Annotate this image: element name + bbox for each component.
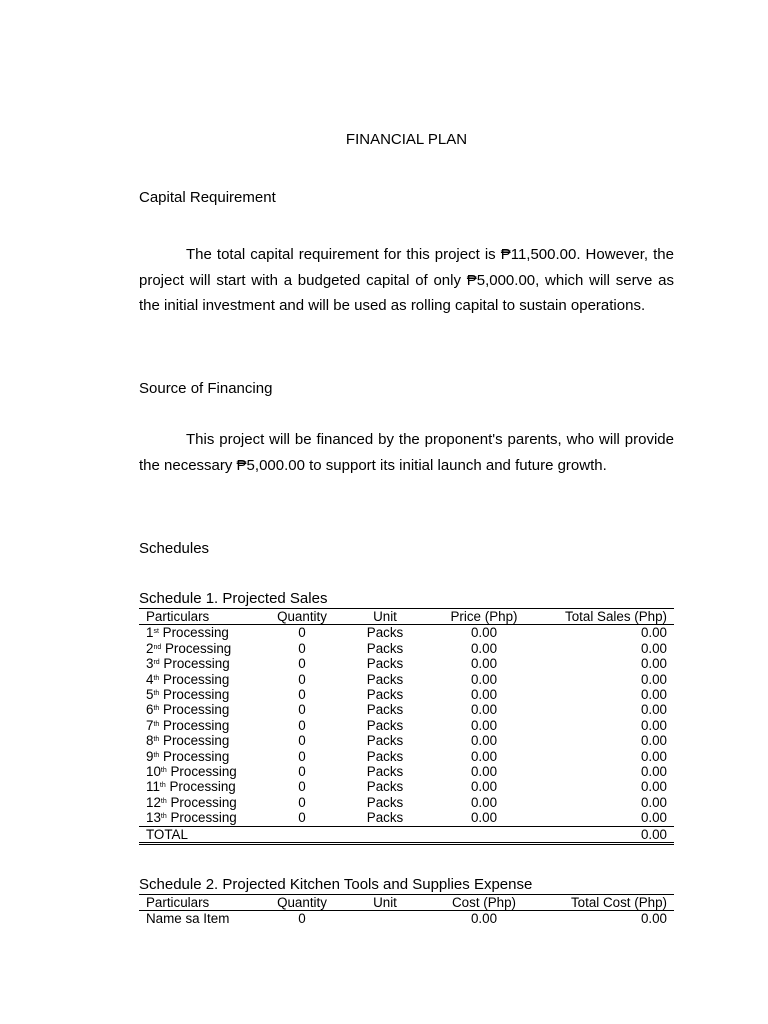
col-header-total-sales: Total Sales (Php) bbox=[539, 609, 674, 625]
table-row bbox=[139, 625, 674, 641]
total-label: TOTAL bbox=[139, 826, 263, 843]
col-header-quantity: Quantity bbox=[263, 895, 341, 911]
quantity-cell: 0 bbox=[298, 687, 306, 703]
unit-cell: Packs bbox=[366, 794, 404, 810]
price-cell: 0.00 bbox=[470, 640, 498, 656]
ordinal-number: 11 bbox=[146, 779, 160, 795]
unit-cell: Packs bbox=[366, 810, 404, 826]
particulars-label: Processing bbox=[163, 733, 230, 749]
total-sales-cell: 0.00 bbox=[640, 733, 667, 749]
ordinal-suffix: rd bbox=[153, 659, 160, 667]
capital-paragraph: The total capital requirement for this project is ₱11,500.00. However, the project will start with a budgeted capital of only ₱5,000.00, which will serve as the initial investment and will be used as rolling capital to sustain operations. bbox=[139, 246, 674, 314]
table-row bbox=[139, 911, 674, 927]
quantity-cell: 0 bbox=[298, 702, 306, 718]
total-cost-cell: 0.00 bbox=[640, 911, 667, 927]
col-header-total-cost: Total Cost (Php) bbox=[539, 895, 674, 911]
ordinal-suffix: nd bbox=[153, 643, 162, 651]
price-cell: 0.00 bbox=[470, 687, 498, 703]
price-cell: 0.00 bbox=[470, 810, 498, 826]
unit-cell: Packs bbox=[366, 717, 404, 733]
table-row bbox=[139, 795, 674, 810]
total-sales-cell: 0.00 bbox=[640, 671, 667, 687]
total-value: 0.00 bbox=[539, 826, 674, 843]
particulars-cell bbox=[139, 749, 263, 764]
ordinal-suffix: th bbox=[153, 751, 160, 759]
schedules-heading: Schedules bbox=[139, 540, 210, 557]
ordinal-number: 2 bbox=[146, 640, 154, 656]
ordinal-number: 6 bbox=[146, 702, 154, 718]
col-header-unit: Unit bbox=[341, 895, 429, 911]
table-row bbox=[139, 779, 674, 794]
quantity-cell: 0 bbox=[298, 764, 306, 780]
ordinal-suffix: th bbox=[153, 690, 160, 698]
quantity-cell: 0 bbox=[298, 640, 306, 656]
schedule1-table bbox=[139, 608, 674, 845]
quantity-cell: 0 bbox=[298, 794, 306, 810]
particulars-label: Processing bbox=[164, 640, 232, 656]
table-header-row bbox=[139, 609, 674, 625]
financing-heading: Source of Financing bbox=[139, 380, 273, 397]
ordinal-suffix: th bbox=[160, 767, 167, 775]
unit-cell: Packs bbox=[366, 656, 404, 672]
table-row bbox=[139, 672, 674, 687]
table-header-row bbox=[139, 895, 674, 911]
cost-cell: 0.00 bbox=[470, 911, 498, 927]
ordinal-number: 8 bbox=[146, 733, 154, 749]
price-cell: 0.00 bbox=[470, 764, 498, 780]
quantity-cell: 0 bbox=[298, 748, 306, 764]
table-row bbox=[139, 718, 674, 733]
unit-cell: Packs bbox=[366, 687, 404, 703]
ordinal-suffix: th bbox=[160, 797, 167, 805]
price-cell: 0.00 bbox=[470, 702, 498, 718]
particulars-label: Processing bbox=[169, 779, 236, 795]
particulars-cell bbox=[139, 733, 263, 748]
particulars-cell bbox=[139, 718, 263, 733]
unit-cell: Packs bbox=[366, 779, 404, 795]
price-cell: 0.00 bbox=[470, 779, 498, 795]
quantity-cell: 0 bbox=[298, 779, 306, 795]
total-sales-cell: 0.00 bbox=[640, 779, 667, 795]
ordinal-number: 10 bbox=[146, 764, 161, 780]
unit-cell: Packs bbox=[366, 733, 404, 749]
table-row bbox=[139, 641, 674, 656]
table-row bbox=[139, 733, 674, 748]
unit-cell: Packs bbox=[366, 640, 404, 656]
table-row bbox=[139, 687, 674, 702]
ordinal-number: 3 bbox=[146, 656, 154, 672]
ordinal-suffix: th bbox=[153, 674, 160, 682]
quantity-cell: 0 bbox=[298, 911, 306, 927]
quantity-cell: 0 bbox=[298, 733, 306, 749]
particulars-cell bbox=[139, 641, 263, 656]
particulars-label: Processing bbox=[163, 656, 230, 672]
unit-cell: Packs bbox=[366, 748, 404, 764]
price-cell: 0.00 bbox=[470, 656, 498, 672]
col-header-quantity: Quantity bbox=[263, 609, 341, 625]
particulars-label: Processing bbox=[163, 748, 230, 764]
table-row bbox=[139, 702, 674, 717]
particulars-cell bbox=[139, 687, 263, 702]
schedule1-body bbox=[139, 625, 674, 826]
col-header-cost: Cost (Php) bbox=[429, 895, 539, 911]
total-sales-cell: 0.00 bbox=[640, 687, 667, 703]
quantity-cell: 0 bbox=[298, 656, 306, 672]
schedule2-body bbox=[139, 911, 674, 927]
price-cell: 0.00 bbox=[470, 794, 498, 810]
particulars-label: Processing bbox=[163, 717, 230, 733]
unit-cell bbox=[341, 911, 429, 927]
particulars-cell: Name sa Item bbox=[146, 911, 230, 927]
unit-cell: Packs bbox=[366, 671, 404, 687]
table-row bbox=[139, 810, 674, 826]
quantity-cell: 0 bbox=[298, 625, 306, 641]
ordinal-suffix: th bbox=[159, 782, 166, 790]
ordinal-suffix: th bbox=[153, 705, 160, 713]
ordinal-number: 1 bbox=[146, 625, 154, 641]
schedule1-title: Schedule 1. Projected Sales bbox=[139, 590, 328, 607]
particulars-label: Processing bbox=[162, 625, 229, 641]
total-sales-cell: 0.00 bbox=[640, 702, 667, 718]
total-sales-cell: 0.00 bbox=[640, 717, 667, 733]
ordinal-number: 5 bbox=[146, 687, 154, 703]
particulars-label: Processing bbox=[170, 764, 237, 780]
capital-heading: Capital Requirement bbox=[139, 189, 276, 206]
particulars-cell bbox=[139, 764, 263, 779]
particulars-cell bbox=[139, 625, 263, 641]
unit-cell: Packs bbox=[366, 625, 404, 641]
total-sales-cell: 0.00 bbox=[640, 810, 667, 826]
page-title: FINANCIAL PLAN bbox=[345, 131, 468, 148]
unit-cell: Packs bbox=[366, 702, 404, 718]
particulars-label: Processing bbox=[163, 702, 230, 718]
particulars-cell bbox=[139, 672, 263, 687]
financing-paragraph: This project will be financed by the proponent's parents, who will provide the necessary ₱5,000.00 to support its initial launch and future growth. bbox=[139, 431, 674, 474]
price-cell: 0.00 bbox=[470, 625, 498, 641]
particulars-cell bbox=[139, 702, 263, 717]
particulars-cell bbox=[139, 810, 263, 826]
particulars-cell bbox=[139, 656, 263, 671]
ordinal-suffix: th bbox=[153, 720, 160, 728]
total-sales-cell: 0.00 bbox=[640, 640, 667, 656]
total-sales-cell: 0.00 bbox=[640, 748, 667, 764]
total-row bbox=[139, 826, 674, 843]
particulars-cell bbox=[139, 779, 263, 794]
ordinal-suffix: st bbox=[153, 628, 159, 636]
particulars-label: Processing bbox=[170, 810, 237, 826]
ordinal-suffix: th bbox=[153, 736, 160, 744]
particulars-cell bbox=[139, 795, 263, 810]
ordinal-suffix: th bbox=[160, 813, 167, 821]
ordinal-number: 4 bbox=[146, 671, 154, 687]
schedule2-title: Schedule 2. Projected Kitchen Tools and Supplies Expense bbox=[139, 876, 533, 893]
ordinal-number: 9 bbox=[146, 748, 154, 764]
price-cell: 0.00 bbox=[470, 748, 498, 764]
table-row bbox=[139, 749, 674, 764]
total-sales-cell: 0.00 bbox=[640, 656, 667, 672]
total-sales-cell: 0.00 bbox=[640, 625, 667, 641]
col-header-particulars: Particulars bbox=[139, 895, 263, 911]
price-cell: 0.00 bbox=[470, 671, 498, 687]
ordinal-number: 12 bbox=[146, 794, 161, 810]
particulars-label: Processing bbox=[170, 794, 237, 810]
ordinal-number: 7 bbox=[146, 717, 154, 733]
quantity-cell: 0 bbox=[298, 671, 306, 687]
unit-cell: Packs bbox=[366, 764, 404, 780]
table-row bbox=[139, 656, 674, 671]
particulars-label: Processing bbox=[163, 671, 230, 687]
price-cell: 0.00 bbox=[470, 717, 498, 733]
particulars-label: Processing bbox=[163, 687, 230, 703]
total-sales-cell: 0.00 bbox=[640, 764, 667, 780]
col-header-particulars: Particulars bbox=[139, 609, 263, 625]
ordinal-number: 13 bbox=[146, 810, 161, 826]
table-row bbox=[139, 764, 674, 779]
price-cell: 0.00 bbox=[470, 733, 498, 749]
col-header-unit: Unit bbox=[341, 609, 429, 625]
schedule2-table bbox=[139, 894, 674, 927]
col-header-price: Price (Php) bbox=[429, 609, 539, 625]
quantity-cell: 0 bbox=[298, 717, 306, 733]
total-sales-cell: 0.00 bbox=[640, 794, 667, 810]
quantity-cell: 0 bbox=[298, 810, 306, 826]
